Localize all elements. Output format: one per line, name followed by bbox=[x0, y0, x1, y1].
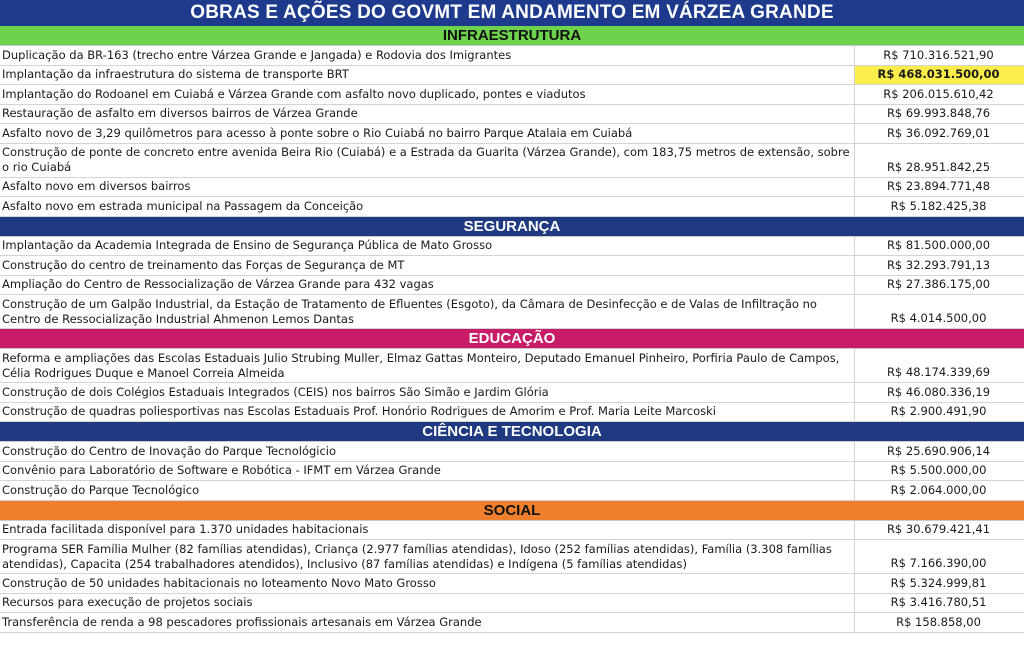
value-cell: R$ 4.014.500,00 bbox=[890, 311, 987, 325]
table-row bbox=[0, 540, 1024, 574]
value-cell: R$ 5.182.425,38 bbox=[890, 198, 987, 213]
description-cell: Entrada facilitada disponível para 1.370 unidades habitacionais bbox=[0, 521, 855, 540]
table-row bbox=[0, 85, 1024, 105]
table-row bbox=[0, 462, 1024, 482]
description-cell: Restauração de asfalto em diversos bairros de Várzea Grande bbox=[0, 105, 855, 124]
value-cell: R$ 48.174.339,69 bbox=[886, 365, 991, 379]
table-row bbox=[0, 613, 1024, 633]
description-cell: Asfalto novo em diversos bairros bbox=[0, 178, 855, 197]
table-row bbox=[0, 197, 1024, 217]
table-row bbox=[0, 383, 1024, 403]
description-cell: Implantação da Academia Integrada de Ensino de Segurança Pública de Mato Grosso bbox=[0, 237, 855, 256]
section-header-seguranca: SEGURANÇA bbox=[0, 217, 1024, 237]
table-row bbox=[0, 105, 1024, 125]
table-row bbox=[0, 481, 1024, 501]
value-cell: R$ 3.416.780,51 bbox=[890, 595, 987, 610]
description-cell: Construção de um Galpão Industrial, da Estação de Tratamento de Efluentes (Esgoto), da Câmara de Desinfecção e de Valas de Infiltração no Centro de Ressocialização Industrial Ahmenon Lemos Dantas bbox=[0, 295, 855, 328]
value-cell: R$ 69.993.848,76 bbox=[886, 106, 991, 121]
value-cell: R$ 710.316.521,90 bbox=[883, 47, 994, 62]
value-cell: R$ 5.324.999,81 bbox=[890, 575, 987, 590]
value-cell: R$ 27.386.175,00 bbox=[886, 277, 991, 292]
value-cell: R$ 5.500.000,00 bbox=[890, 463, 987, 478]
description-cell: Implantação do Rodoanel em Cuiabá e Várzea Grande com asfalto novo duplicado, pontes e viadutos bbox=[0, 85, 855, 104]
description-cell: Implantação da infraestrutura do sistema de transporte BRT bbox=[0, 66, 855, 85]
value-cell: R$ 30.679.421,41 bbox=[886, 522, 991, 537]
table-row bbox=[0, 442, 1024, 462]
value-cell: R$ 32.293.791,13 bbox=[886, 257, 991, 272]
description-cell: Construção de 50 unidades habitacionais no loteamento Novo Mato Grosso bbox=[0, 574, 855, 593]
description-cell: Construção de ponte de concreto entre avenida Beira Rio (Cuiabá) e a Estrada da Guarita (Várzea Grande), com 183,75 metros de extensão, sobre o rio Cuiabá bbox=[0, 144, 855, 177]
value-cell: R$ 81.500.000,00 bbox=[886, 238, 991, 253]
table-row bbox=[0, 349, 1024, 383]
description-cell: Construção do Parque Tecnológico bbox=[0, 481, 855, 500]
table-row bbox=[0, 256, 1024, 276]
value-cell: R$ 36.092.769,01 bbox=[886, 125, 991, 140]
description-cell: Programa SER Família Mulher (82 famílias atendidas), Criança (2.977 famílias atendidas), Idoso (252 famílias atendidas), Família (3.308 famílias atendidas), Capacita (254 trabalhadores atendidos), Inclusivo (87 famílias atendidas) e Indígena (5 famílias atendidas) bbox=[0, 540, 855, 573]
description-cell: Construção do Centro de Inovação do Parque Tecnológicio bbox=[0, 442, 855, 461]
table-row bbox=[0, 521, 1024, 541]
table-row bbox=[0, 237, 1024, 257]
value-cell: R$ 206.015.610,42 bbox=[883, 86, 994, 101]
description-cell: Transferência de renda a 98 pescadores profissionais artesanais em Várzea Grande bbox=[0, 613, 855, 632]
description-cell: Ampliação do Centro de Ressocialização de Várzea Grande para 432 vagas bbox=[0, 276, 855, 295]
value-cell: R$ 28.951.842,25 bbox=[886, 159, 991, 174]
value-cell: R$ 2.900.491,90 bbox=[890, 404, 987, 419]
description-cell: Asfalto novo de 3,29 quilômetros para acesso à ponte sobre o Rio Cuiabá no bairro Parque Atalaia em Cuiabá bbox=[0, 124, 855, 143]
table-row bbox=[0, 66, 1024, 86]
page-title: OBRAS E AÇÕES DO GOVMT EM ANDAMENTO EM VÁRZEA GRANDE bbox=[0, 0, 1024, 26]
description-cell: Asfalto novo em estrada municipal na Passagem da Conceição bbox=[0, 197, 855, 216]
table-row bbox=[0, 144, 1024, 178]
description-cell: Convênio para Laboratório de Software e Robótica - IFMT em Várzea Grande bbox=[0, 462, 855, 481]
description-cell: Construção do centro de treinamento das Forças de Segurança de MT bbox=[0, 256, 855, 275]
description-cell: Duplicação da BR-163 (trecho entre Várzea Grande e Jangada) e Rodovia dos Imigrantes bbox=[0, 46, 855, 65]
value-cell: R$ 2.064.000,00 bbox=[890, 482, 987, 497]
description-cell: Construção de dois Colégios Estaduais Integrados (CEIS) nos bairros São Simão e Jardim Glória bbox=[0, 383, 855, 402]
description-cell: Recursos para execução de projetos sociais bbox=[0, 594, 855, 613]
value-cell: R$ 158.858,00 bbox=[896, 614, 981, 629]
value-cell: R$ 46.080.336,19 bbox=[886, 384, 991, 399]
table-row bbox=[0, 46, 1024, 66]
value-cell: R$ 23.894.771,48 bbox=[886, 179, 991, 194]
value-cell: R$ 7.166.390,00 bbox=[890, 556, 987, 570]
section-header-ciencia-tecnologia: CIÊNCIA E TECNOLOGIA bbox=[0, 422, 1024, 442]
description-cell: Reforma e ampliações das Escolas Estaduais Julio Strubing Muller, Elmaz Gattas Monteiro, Deputado Emanuel Pinheiro, Porfiria Paulo de Campos, Célia Rodrigues Duque e Manoel Correia Almeida bbox=[0, 349, 855, 382]
table-row bbox=[0, 178, 1024, 198]
table-row bbox=[0, 403, 1024, 423]
section-header-infraestrutura: INFRAESTRUTURA bbox=[0, 26, 1024, 46]
table-row bbox=[0, 295, 1024, 329]
table-row bbox=[0, 574, 1024, 594]
table-row bbox=[0, 276, 1024, 296]
description-cell: Construção de quadras poliesportivas nas Escolas Estaduais Prof. Honório Rodrigues de Amorim e Prof. Maria Leite Marcoski bbox=[0, 403, 855, 422]
highlighted-value-cell: R$ 468.031.500,00 bbox=[855, 66, 1024, 85]
section-header-social: SOCIAL bbox=[0, 501, 1024, 521]
table-row bbox=[0, 594, 1024, 614]
value-cell: R$ 25.690.906,14 bbox=[886, 443, 991, 458]
section-header-educacao: EDUCAÇÃO bbox=[0, 329, 1024, 349]
table-row bbox=[0, 124, 1024, 144]
